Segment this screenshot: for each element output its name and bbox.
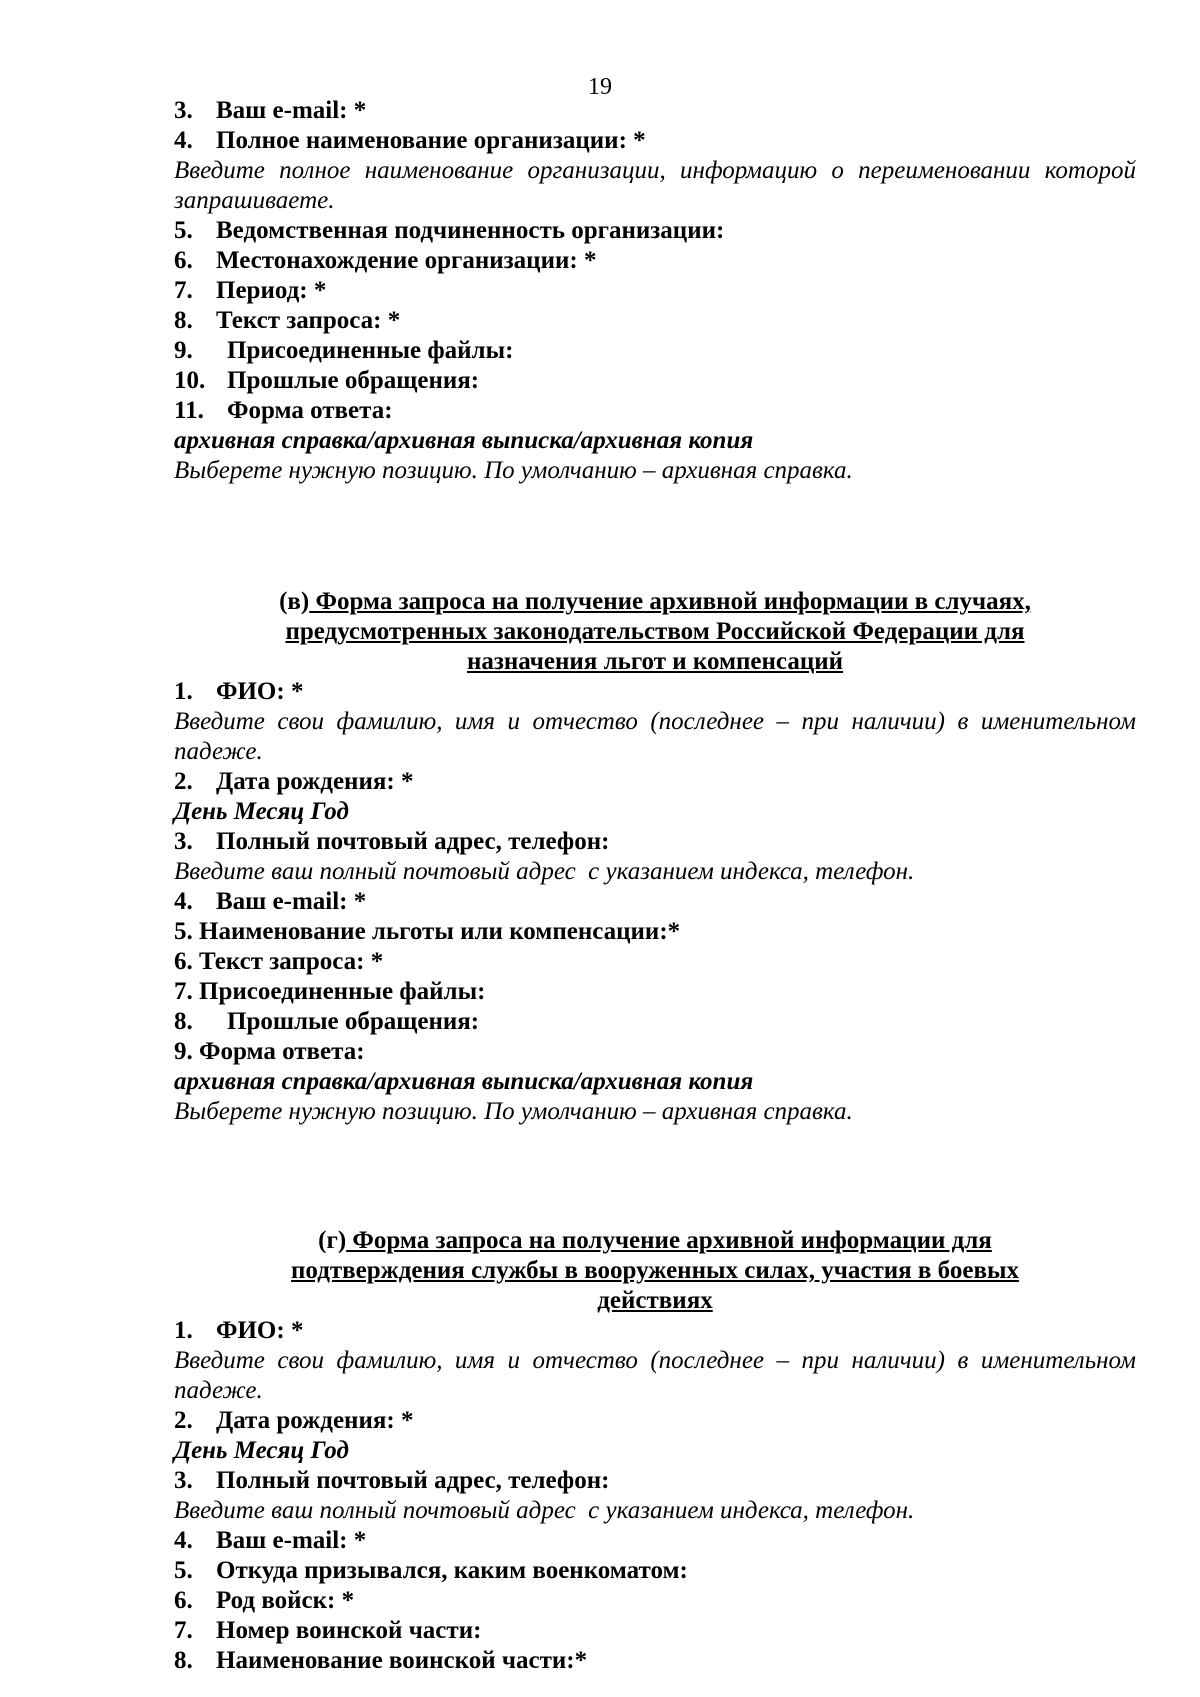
list-item: 7. Номер воинской части:	[174, 1617, 482, 1644]
hint-fio: Введите свои фамилию, имя и отчество (последнее – при наличии) в именительном падеже.	[174, 1347, 1136, 1404]
answer-hint: Выберете нужную позицию. По умолчанию – архивная справка.	[174, 1098, 853, 1125]
hint-address: Введите ваш полный почтовый адрес с указанием индекса, телефон.	[174, 858, 915, 885]
section-title-g: (г) Форма запроса на получение архивной информации для подтверждения службы в вооруженных силах, участия в боевых действиях	[291, 1227, 1019, 1314]
list-item: 2. Дата рождения: *	[174, 1407, 414, 1434]
list-item: 7. Присоединенные файлы:	[174, 978, 486, 1005]
date-format: День Месяц Год	[174, 798, 349, 825]
list-item: 9. Присоединенные файлы:	[174, 337, 514, 364]
list-item: 11. Форма ответа:	[174, 397, 393, 424]
list-item: 5. Ведомственная подчиненность организации:	[174, 217, 725, 244]
list-item: 2. Дата рождения: *	[174, 768, 414, 795]
list-item: 3. Полный почтовый адрес, телефон:	[174, 828, 610, 855]
answer-hint: Выберете нужную позицию. По умолчанию – архивная справка.	[174, 457, 853, 484]
list-item: 3. Ваш e-mail: *	[174, 97, 367, 124]
list-item: 4. Ваш e-mail: *	[174, 1527, 367, 1554]
hint-address: Введите ваш полный почтовый адрес с указанием индекса, телефон.	[174, 1497, 915, 1524]
date-format: День Месяц Год	[174, 1437, 349, 1464]
list-item: 1. ФИО: *	[174, 678, 304, 705]
list-item: 8. Наименование воинской части:*	[174, 1647, 588, 1674]
list-item: 9. Форма ответа:	[174, 1038, 365, 1065]
list-item: 5. Откуда призывался, каким военкоматом:	[174, 1557, 688, 1584]
list-item: 10. Прошлые обращения:	[174, 367, 480, 394]
list-item: 4. Ваш e-mail: *	[174, 888, 367, 915]
list-item: 5. Наименование льготы или компенсации:*	[174, 918, 681, 945]
list-item: 3. Полный почтовый адрес, телефон:	[174, 1467, 610, 1494]
list-item: 6. Местонахождение организации: *	[174, 247, 597, 274]
list-item: 6. Текст запроса: *	[174, 948, 384, 975]
section-title-v: (в) Форма запроса на получение архивной информации в случаях, предусмотренных законодательством Российской Федерации для назначения льгот и компенсаций	[279, 588, 1031, 675]
list-item: 4. Полное наименование организации: *	[174, 127, 646, 154]
document-body	[174, 96, 1136, 1676]
list-item: 6. Род войск: *	[174, 1587, 355, 1614]
list-item: 1. ФИО: *	[174, 1317, 304, 1344]
hint-org-name: Введите полное наименование организации, информацию о переименовании которой запрашиваете.	[174, 157, 1136, 214]
answer-options: архивная справка/архивная выписка/архивная копия	[174, 427, 754, 454]
page-number: 19	[588, 74, 612, 100]
list-item: 8. Текст запроса: *	[174, 307, 401, 334]
hint-fio: Введите свои фамилию, имя и отчество (последнее – при наличии) в именительном падеже.	[174, 708, 1136, 765]
list-item: 8. Прошлые обращения:	[174, 1008, 480, 1035]
list-item: 7. Период: *	[174, 277, 327, 304]
answer-options: архивная справка/архивная выписка/архивная копия	[174, 1068, 754, 1095]
